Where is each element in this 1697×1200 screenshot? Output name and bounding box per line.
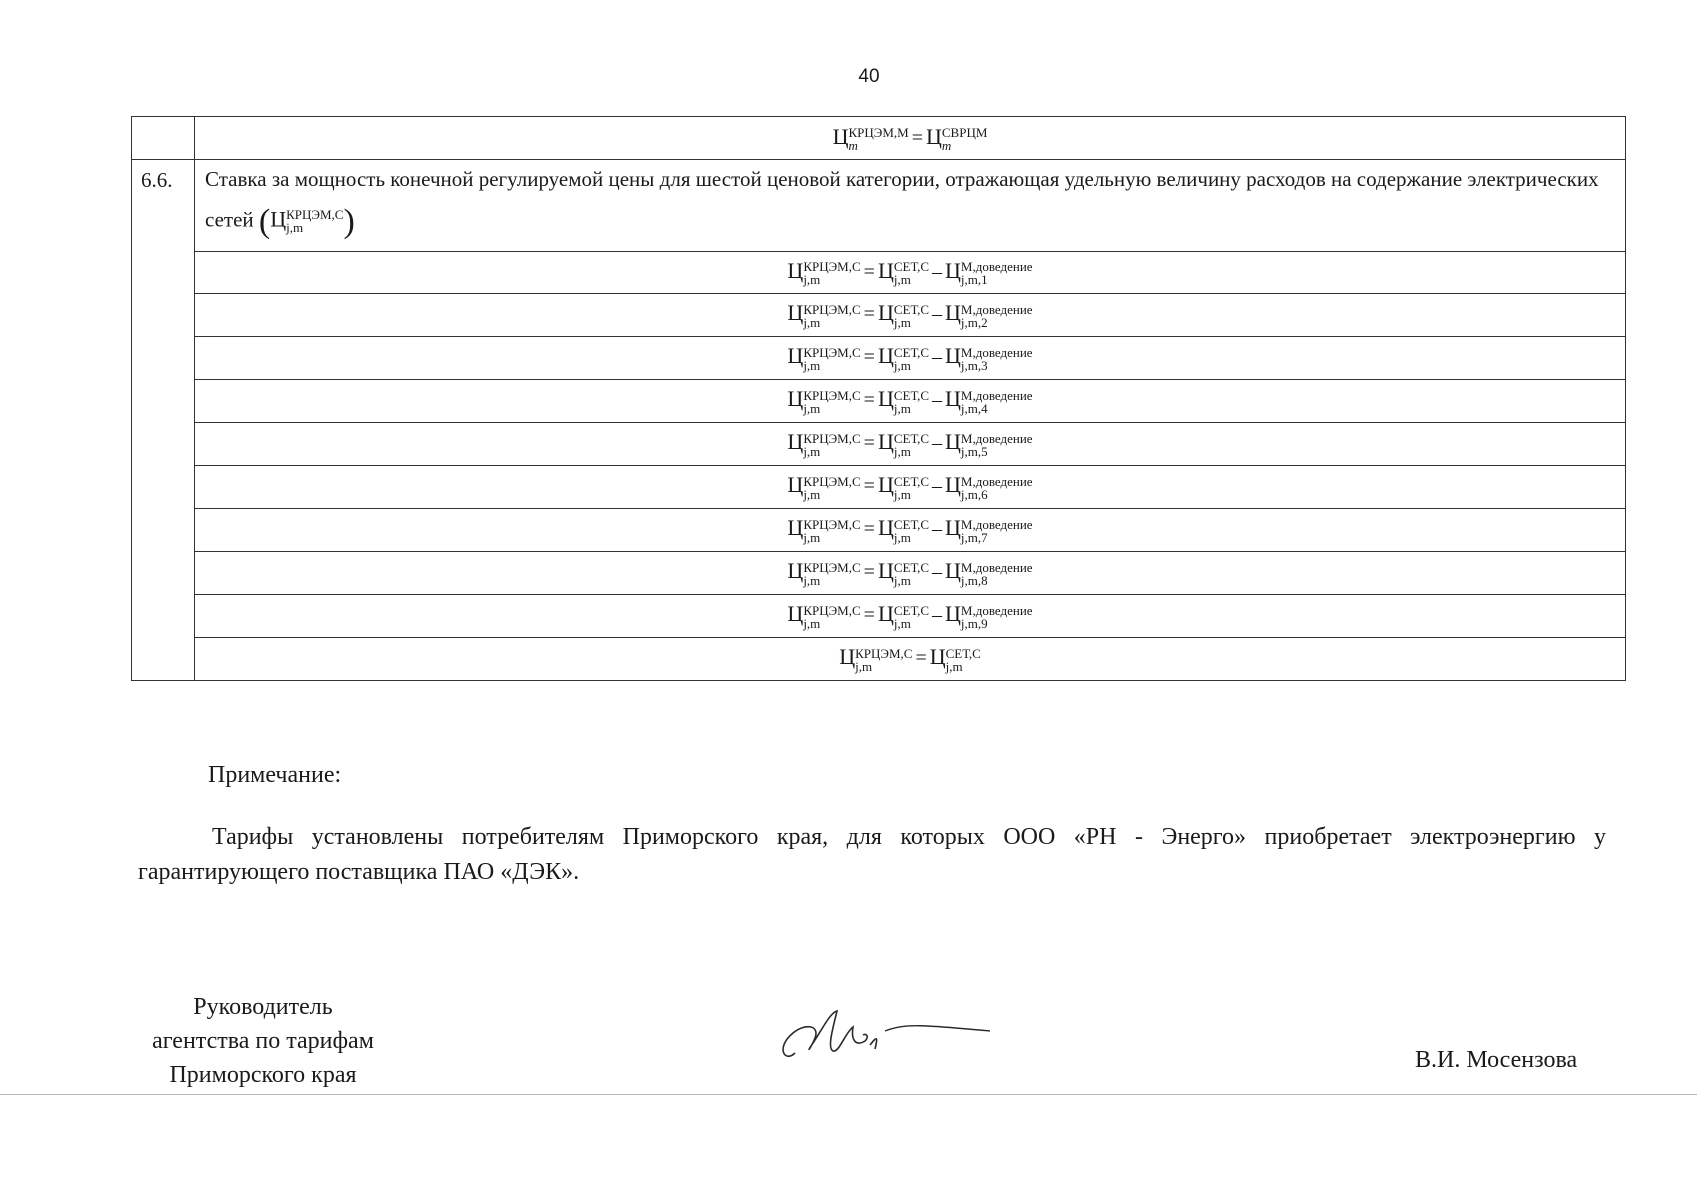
position-line-2: агентства по тарифам — [152, 1028, 374, 1054]
formula-rhs-sup: М,доведение — [960, 259, 1033, 275]
formula-lhs-base: Ц — [787, 429, 804, 455]
formula-mid-base: Ц — [877, 343, 894, 369]
formula-mid-sup: СЕТ,С — [893, 516, 930, 532]
formula-rhs-base: Ц — [945, 257, 961, 283]
formula-rhs-sup: СЕТ,С — [945, 645, 981, 661]
formula-lhs-base: Ц — [839, 644, 856, 670]
formula-lhs-base: Ц — [787, 515, 804, 541]
formula-op1: = — [863, 475, 875, 498]
formula-lhs-sub: j,m — [803, 615, 821, 631]
formula-lhs-sup: КРЦЭМ,С — [803, 259, 861, 275]
last-formula-row — [132, 637, 1626, 680]
formula-op2: – — [932, 260, 943, 283]
formula-rhs-sup: М,доведение — [960, 301, 1033, 317]
note-text: Тарифы установлены потребителям Приморского края, для которых ООО «РН - Энерго» приобретает электроэнергию у гарантирующего поставщика ПАО «ДЭК». — [138, 824, 1606, 885]
formula-mid-sup: СЕТ,С — [893, 344, 930, 360]
formula-mid-sup: СЕТ,С — [893, 430, 930, 446]
signatory-position — [118, 990, 408, 1092]
formula-op1: = — [863, 604, 875, 627]
formula-lhs-base: Ц — [787, 472, 804, 498]
formula-lhs-sup: КРЦЭМ,С — [803, 344, 861, 360]
formula-lhs-sup: КРЦЭМ,С — [803, 387, 861, 403]
formula-lhs-sup: КРЦЭМ,С — [803, 473, 861, 489]
formula-mid-base: Ц — [877, 601, 894, 627]
formula-row — [132, 251, 1626, 293]
formula-mid-sub: j,m — [893, 529, 911, 545]
formula-lhs-sub: j,m — [803, 314, 821, 330]
formula-mid-sup: СЕТ,С — [893, 301, 930, 317]
formula-op2: – — [932, 432, 943, 455]
formula-rhs-sup: М,доведение — [960, 387, 1033, 403]
top-formula — [195, 117, 1626, 160]
formula-rhs-sub: j,m,3 — [960, 357, 988, 373]
formula-cell — [195, 251, 1626, 293]
formula-lhs-sub: j,m — [803, 357, 821, 373]
formula-lhs-sub: m — [848, 138, 858, 154]
formula-op: = — [911, 126, 923, 149]
formula-lhs-base: Ц — [787, 386, 804, 412]
formula-rhs-sub: j,m,7 — [960, 529, 988, 545]
signatory-name: В.И. Мосензова — [1415, 1047, 1578, 1073]
formula-lhs-sub: j,m — [803, 443, 821, 459]
formula-rhs-sup: М,доведение — [960, 344, 1033, 360]
formula-cell — [195, 465, 1626, 508]
section-header-row — [132, 160, 1626, 252]
formula-rhs-sup: СВРЦМ — [941, 125, 988, 141]
empty-number-cell — [132, 117, 195, 160]
formula-mid-base: Ц — [877, 257, 894, 283]
formula-lhs-sub: j,m — [855, 658, 873, 674]
formula-rhs-sub: j,m,5 — [960, 443, 988, 459]
formula-cell — [195, 293, 1626, 336]
formula-mid-base: Ц — [877, 386, 894, 412]
formula-cell — [195, 637, 1626, 680]
formula-cell — [195, 379, 1626, 422]
formula-row — [132, 551, 1626, 594]
tariff-formula-table — [131, 116, 1626, 681]
formula-op2: – — [932, 475, 943, 498]
formula-lhs-sub: j,m — [803, 529, 821, 545]
formula-cell — [195, 336, 1626, 379]
page-number: 40 — [858, 66, 880, 87]
formula-lhs-sup: КРЦЭМ,С — [803, 301, 861, 317]
formula-rhs-sub: j,m,6 — [960, 486, 988, 502]
formula-lhs-base: Ц — [787, 558, 804, 584]
formula-lhs-sup: КРЦЭМ,С — [803, 602, 861, 618]
formula-lhs-sup: КРЦЭМ,С — [803, 516, 861, 532]
formula-rhs-base: Ц — [945, 515, 961, 541]
formula-mid-sub: j,m — [893, 272, 911, 288]
formula-mid-sub: j,m — [893, 443, 911, 459]
formula-row — [132, 422, 1626, 465]
formula-lhs-sub: j,m — [803, 486, 821, 502]
formula-rhs-sub: j,m,8 — [960, 572, 988, 588]
desc-symbol-sup: КРЦЭМ,С — [286, 207, 344, 222]
position-line-1: Руководитель — [193, 994, 333, 1020]
formula-mid-base: Ц — [877, 300, 894, 326]
formula-op: = — [915, 647, 927, 670]
formula-lhs-sup: КРЦЭМ,С — [855, 645, 913, 661]
formula-mid-sup: СЕТ,С — [893, 387, 930, 403]
formula-row — [132, 336, 1626, 379]
formula-lhs-base: Ц — [787, 300, 804, 326]
formula-op2: – — [932, 518, 943, 541]
formula-rhs-base: Ц — [945, 429, 961, 455]
paren-close: ) — [343, 202, 355, 240]
formula-op1: = — [863, 561, 875, 584]
formula-mid-base: Ц — [877, 429, 894, 455]
formula-mid-base: Ц — [877, 558, 894, 584]
formula-mid-sup: СЕТ,С — [893, 259, 930, 275]
formula-mid-sub: j,m — [893, 314, 911, 330]
formula-rhs-sup: М,доведение — [960, 473, 1033, 489]
formula-mid-sub: j,m — [893, 572, 911, 588]
formula-row — [132, 379, 1626, 422]
formula-rhs-sub: m — [941, 138, 952, 154]
formula-lhs-base: Ц — [787, 343, 804, 369]
formula-rhs-sup: М,доведение — [960, 602, 1033, 618]
formula-mid-sup: СЕТ,С — [893, 473, 930, 489]
formula-rhs-base: Ц — [929, 644, 946, 670]
formula-mid-base: Ц — [877, 515, 894, 541]
formula-lhs-base: Ц — [787, 601, 804, 627]
formula-rhs-base: Ц — [945, 343, 961, 369]
handwritten-signature — [775, 1003, 995, 1073]
formula-cell — [195, 551, 1626, 594]
formula-mid-sub: j,m — [893, 615, 911, 631]
formula-lhs-base: Ц — [787, 257, 804, 283]
formula-op1: = — [863, 432, 875, 455]
formula-op1: = — [863, 303, 875, 326]
section-description: Ставка за мощность конечной регулируемой цены для шестой ценовой категории, отражающая удельную величину расходов на содержание электрических сетей — [205, 167, 1599, 231]
top-formula-row — [132, 117, 1626, 160]
formula-rhs-sub: j,m,1 — [960, 272, 988, 288]
formula-mid-sup: СЕТ,С — [893, 602, 930, 618]
position-line-3: Приморского края — [169, 1062, 357, 1088]
formula-rhs-base: Ц — [926, 123, 942, 149]
formula-mid-sub: j,m — [893, 357, 911, 373]
formula-rhs-sub: j,m,4 — [960, 400, 988, 416]
formula-op2: – — [932, 346, 943, 369]
formula-mid-sub: j,m — [893, 400, 911, 416]
formula-rhs-sup: М,доведение — [960, 559, 1033, 575]
formula-mid-sup: СЕТ,С — [893, 559, 930, 575]
formula-lhs-sup: КРЦЭМ,М — [848, 125, 909, 141]
formula-mid-base: Ц — [877, 472, 894, 498]
note-title: Примечание: — [208, 762, 342, 788]
formula-lhs-sub: j,m — [803, 272, 821, 288]
paren-open: ( — [258, 202, 271, 240]
formula-lhs-base: Ц — [832, 123, 849, 149]
section-description-cell — [195, 160, 1626, 252]
formula-row — [132, 293, 1626, 336]
formula-rhs-base: Ц — [945, 300, 961, 326]
formula-rhs-base: Ц — [945, 472, 961, 498]
formula-rhs-sup: М,доведение — [960, 516, 1033, 532]
formula-rhs-sub: j,m — [945, 658, 963, 674]
formula-row — [132, 465, 1626, 508]
formula-lhs-sup: КРЦЭМ,С — [803, 559, 861, 575]
formula-cell — [195, 594, 1626, 637]
desc-symbol-base: Ц — [270, 205, 287, 231]
formula-rhs-base: Ц — [945, 558, 961, 584]
section-number: 6.6. — [132, 160, 195, 681]
formula-mid-sub: j,m — [893, 486, 911, 502]
formula-op2: – — [932, 389, 943, 412]
scan-edge-divider — [0, 1094, 1697, 1095]
formula-lhs-sup: КРЦЭМ,С — [803, 430, 861, 446]
formula-lhs-sub: j,m — [803, 572, 821, 588]
formula-op1: = — [863, 389, 875, 412]
formula-row — [132, 594, 1626, 637]
formula-cell — [195, 422, 1626, 465]
formula-op1: = — [863, 260, 875, 283]
formula-cell — [195, 508, 1626, 551]
formula-op1: = — [863, 346, 875, 369]
formula-row — [132, 508, 1626, 551]
desc-symbol-sub: j,m — [286, 220, 304, 235]
formula-rhs-sub: j,m,2 — [960, 314, 988, 330]
formula-op2: – — [932, 303, 943, 326]
formula-rhs-sup: М,доведение — [960, 430, 1033, 446]
formula-lhs-sub: j,m — [803, 400, 821, 416]
formula-op1: = — [863, 518, 875, 541]
formula-rhs-sub: j,m,9 — [960, 615, 988, 631]
formula-rhs-base: Ц — [945, 601, 961, 627]
formula-op2: – — [932, 561, 943, 584]
formula-rhs-base: Ц — [945, 386, 961, 412]
formula-op2: – — [932, 604, 943, 627]
